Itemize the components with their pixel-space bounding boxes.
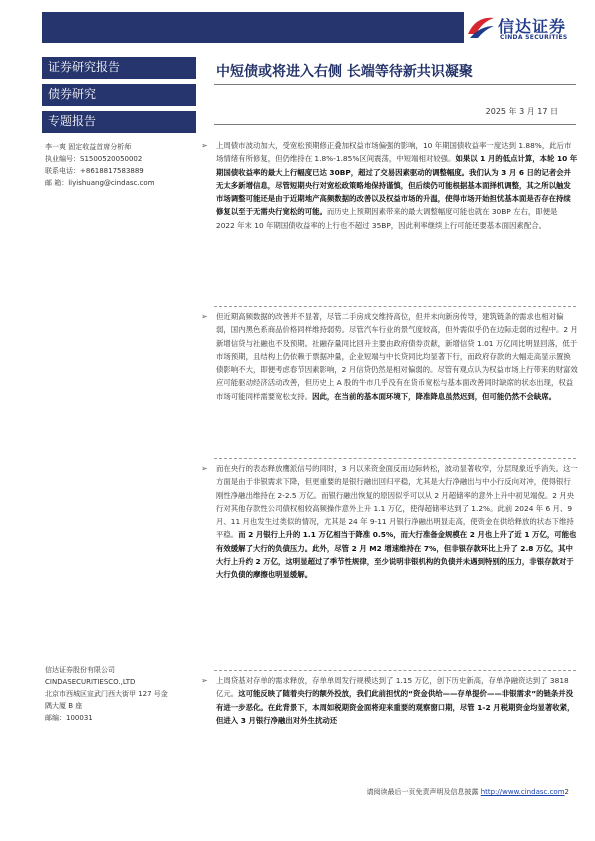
company-address-cont: 隅大厦 B 座 <box>45 702 83 710</box>
page-title: 中短债或将进入右侧 长端等待新共识凝聚 <box>216 64 473 80</box>
report-category <box>42 57 196 79</box>
body-paragraph-3: ➢ 而在央行的表态释放鹰派信号的同时，3 月以来资金面反而边际转松，波动显著收窄，分层现象近乎消失。这一方面是由于非银需求下降，但更重要的是银行融出回归平稳，尤其是大行净融出与中小行反向对冲，使得银行刚性净融出维持在 2-2.5 万亿。而银行融出恢复的原因似乎可以从 2 月超储率的意外上升中初见端倪。2 月央行对其他存款性公司债权相较高频操作意外上升 1.1 万亿，使得超储率达到了 1.2%。此前 2024 年 6 月、9 月、11 月也发生过类似的情况，尤其是 24 年 9-11 月银行净融出明显走高，使资金在供给释放的状态下维持平稳。而 2 月银行上升的 1.1 万亿相当于降准 0.5%，而大行准备金规模在 2 月也上升了近 1 万亿，可能也有效缓解了大行的负债压力。此外，尽管 2 月 M2 增速维持在 7%，但非银存款环比上升了 2.8 万亿，其中大行上升约 2 万亿，这明显超过了季节性规律，至少说明非银机构的负债并未遇到特别的压力，非银存款对于大行负债的摩擦也明显缓解。 <box>201 464 578 580</box>
cinda-logo-mark-icon <box>466 14 496 40</box>
page-number: 2 <box>564 788 569 796</box>
paragraph-divider <box>214 670 576 671</box>
header-banner <box>42 12 464 43</box>
report-date: 2025 年 3 月 17 日 <box>485 107 558 116</box>
company-postcode: 邮编：100031 <box>45 714 93 722</box>
body-paragraph-1: ➢ 上周债市波动加大，受宽松预期修正叠加权益市场偏强的影响，10 年期国债收益率一度达到 1.88%，此后市场情绪有所修复，但仍维持在 1.8%-1.85%区间震荡，中短端相对较强。如果以 1 月的低点计算，本轮 10 年期国债收益率的最大上行幅度已达 30BP，超过了交易因素驱动的调整幅度。我们认为 3 月 6 日的记者会并无太多新增信息，尽管短期央行对宽松政策略地保持谨慎，但后续仍可能根据基本面择机调整，其之所以触发市场调整可能还是由于近期地产高频数据的改善以及权益市场的升温，使得市场开始担忧基本面是否存在持续修复以至于无需央行宽松的可能。而历史上预期因素带来的最大调整幅度可能也就在 30BP 左右，即便是 2022 年末 10 年期国债收益率的上行也不超过 35BP，因此利率继续上行可能还要基本面因素配合。 <box>201 141 578 230</box>
title-divider <box>214 84 576 85</box>
body-paragraph-2: ➢ 但近期高频数据的改善并不显著，尽管二手房成交维持高位，但并未向新房传导，建筑链条的需求也相对偏弱，国内黑色系商品价格同样维持弱势。尽管汽车行业的景气度较高，但外需似乎仍在边际走弱的过程中。2 月新增信贷与社融也不及预期。社融存量同比回升主要由政府债券贡献，新增信贷 1.01 万亿同比明显回落，低于市场预期，且结构上仍依赖于票据冲量，企业短端与中长贷同比均显著下行，而政府存款的大幅走高显示置换债影响不大，即便考虑春节因素影响，2 月信贷仍然是相对偏弱的。尽管有观点认为权益市场上行带来的财富效应可能驱动经济活动改善，但历史上 A 股的牛市几乎没有在货币宽松与基本面改善同时缺席的状态出现，权益市场可能同样需要宽松支持。因此，在当前的基本面环境下，降准降息虽然迟到，但可能仍然不会缺席。 <box>201 312 578 401</box>
logo-name-en: CINDA SECURITIES <box>500 34 568 41</box>
analyst-info <box>45 141 205 189</box>
body-paragraph-4: ➢ 上周贷基对存单的需求释放，存单单周发行规模达到了 1.15 万亿，创下历史新高，存单净融资达到了 3818 亿元。这可能反映了随着央行的额外投放，我们此前担忧的“资金供给——存单提价——非银需求”的链条并没有进一步恶化。在此背景下，本周如税期资金面将迎来重要的观察窗口期，尽管 1-2 月税期资金均显著收紧，但进入 3 月银行净融出对外生扰动还 <box>201 676 575 725</box>
company-name-en: CINDASECURITIESCO.,LTD <box>45 678 136 686</box>
company-address: 北京市西城区宣武门西大街甲 127 号金 <box>45 690 168 698</box>
disclaimer-note: 请阅读最后一页免责声明及信息披露 <box>366 788 481 796</box>
website-link[interactable]: http://www.cindasc.com <box>480 788 565 796</box>
analyst-phone: 联系电话：+8618817583889 <box>45 167 144 175</box>
analyst-name-title: 李一爽 固定收益首席分析师 <box>45 143 132 151</box>
report-subcategory-label: 债券研究 <box>48 87 97 101</box>
bullet-arrow-icon: ➢ <box>201 676 208 685</box>
analyst-license: 执业编号：S1500520050002 <box>45 155 143 163</box>
cinda-logo <box>466 12 574 46</box>
report-type <box>42 111 196 133</box>
paragraph-divider <box>214 306 576 307</box>
report-subcategory <box>42 84 196 106</box>
company-info <box>45 664 205 724</box>
bullet-arrow-icon: ➢ <box>201 464 208 473</box>
bullet-arrow-icon: ➢ <box>201 141 208 150</box>
analyst-email: 邮 箱：liyishuang@cindasc.com <box>45 179 155 187</box>
report-type-label: 专题报告 <box>48 114 97 128</box>
date-divider <box>214 124 576 125</box>
paragraph-divider <box>214 458 576 459</box>
report-category-label: 证券研究报告 <box>48 60 121 74</box>
bullet-arrow-icon: ➢ <box>201 312 208 321</box>
company-name-cn: 信达证券股份有限公司 <box>45 666 115 674</box>
page-footer <box>366 787 569 797</box>
logo-name-cn: 信达证券 <box>498 17 567 36</box>
